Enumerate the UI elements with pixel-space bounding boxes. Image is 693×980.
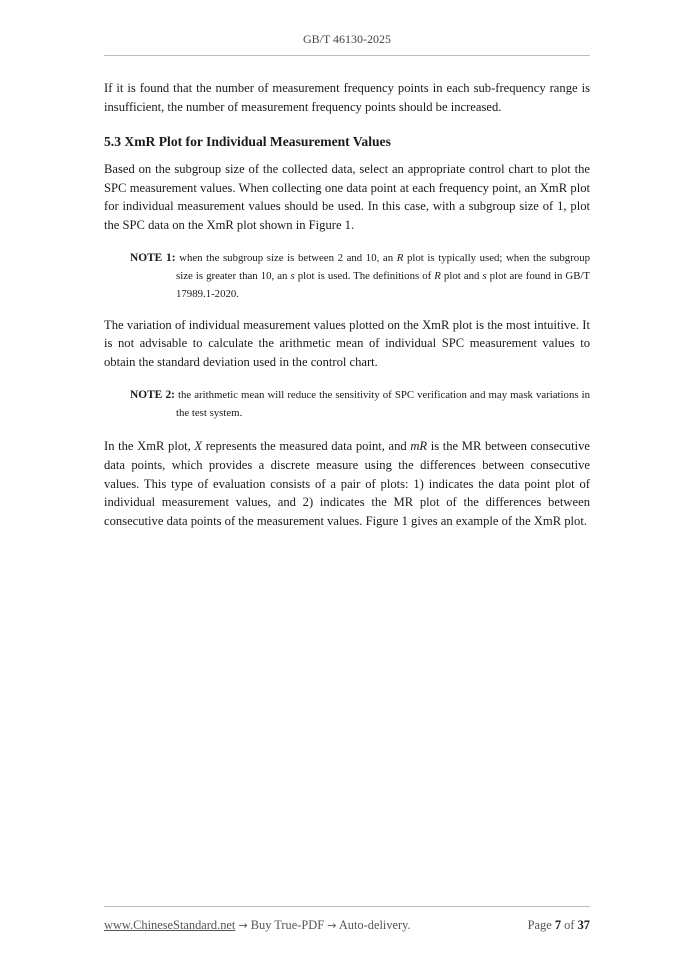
para4-text-b: represents the measured data point, and — [202, 439, 411, 454]
chinesestandard-link[interactable]: www.ChineseStandard.net — [104, 918, 236, 932]
footer-divider — [104, 906, 590, 907]
paragraph-variation: The variation of individual measurement values plotted on the XmR plot is the most intuitive. It is not advisable to calculate the arithmetic mean of individual SPC measurement values to obtain the standard deviation used in the control chart. — [104, 317, 590, 369]
arrow-right-icon: → — [238, 919, 248, 932]
note-1-r-symbol-2: R — [434, 269, 441, 282]
page-header: GB/T 46130-2025 — [302, 32, 392, 46]
of-word: of — [564, 918, 575, 932]
header-divider — [104, 55, 590, 56]
footer-buy-text: Buy True-PDF — [247, 918, 328, 932]
section-heading-5-3: 5.3 XmR Plot for Individual Measurement Values — [104, 134, 391, 150]
note-1-text-b: plot is typically used; when the subgroup size is greater than 10, an — [176, 251, 590, 282]
x-symbol: X — [194, 439, 203, 454]
note-1-text-a: when the subgroup size is between 2 and 10, an — [175, 251, 397, 264]
para4-text-a: In the XmR plot, — [104, 439, 195, 454]
arrow-right-icon-2: → — [327, 919, 337, 932]
footer-auto-text: Auto-delivery. — [336, 918, 411, 932]
paragraph-xmr-plot — [104, 437, 590, 530]
note-1-s-symbol: s — [290, 269, 295, 282]
paragraph-sub-frequency: If it is found that the number of measurement frequency points in each sub-frequency range is insufficient, the number of measurement frequency points should be increased. — [104, 81, 590, 114]
mr-symbol: mR — [410, 439, 428, 454]
note-2-text: the arithmetic mean will reduce the sensitivity of SPC verification and may mask variations in the test system. — [174, 389, 590, 420]
footer-promo — [104, 918, 411, 933]
note-1-label: NOTE 1: — [130, 251, 176, 264]
total-pages: 37 — [577, 918, 590, 932]
note-1-text-e: plot are found in GB/T 17989.1-2020. — [176, 269, 591, 300]
current-page: 7 — [554, 918, 562, 932]
note-1 — [104, 249, 590, 303]
page-word: Page — [527, 918, 552, 932]
para4-text-c: is the MR between consecutive data points, which provides a discrete measure using the differences between consecutive values. This type of evaluation consists of a pair of plots: 1) indicates the data point plot of individual measurement values, and 2) indicates the MR plot of the differences between consecutive data points of the measurement values. Figure 1 gives an example of the XmR plot. — [104, 439, 590, 528]
page-number — [528, 918, 590, 933]
note-2-label: NOTE 2: — [130, 389, 175, 402]
note-1-s-symbol-2: s — [482, 269, 487, 282]
note-1-text-c: plot is used. The definitions of — [294, 269, 435, 282]
page-content — [104, 79, 590, 530]
note-2 — [104, 386, 590, 422]
paragraph-control-chart: Based on the subgroup size of the collected data, select an appropriate control chart to plot the SPC measurement values. When collecting one data point at each frequency point, an XmR plot for individual measurement values should be used. In this case, with a subgroup size of 1, plot the SPC data on the XmR plot shown in Figure 1. — [104, 162, 590, 232]
note-1-r-symbol: R — [396, 251, 404, 264]
note-1-text-d: plot and — [440, 269, 483, 282]
